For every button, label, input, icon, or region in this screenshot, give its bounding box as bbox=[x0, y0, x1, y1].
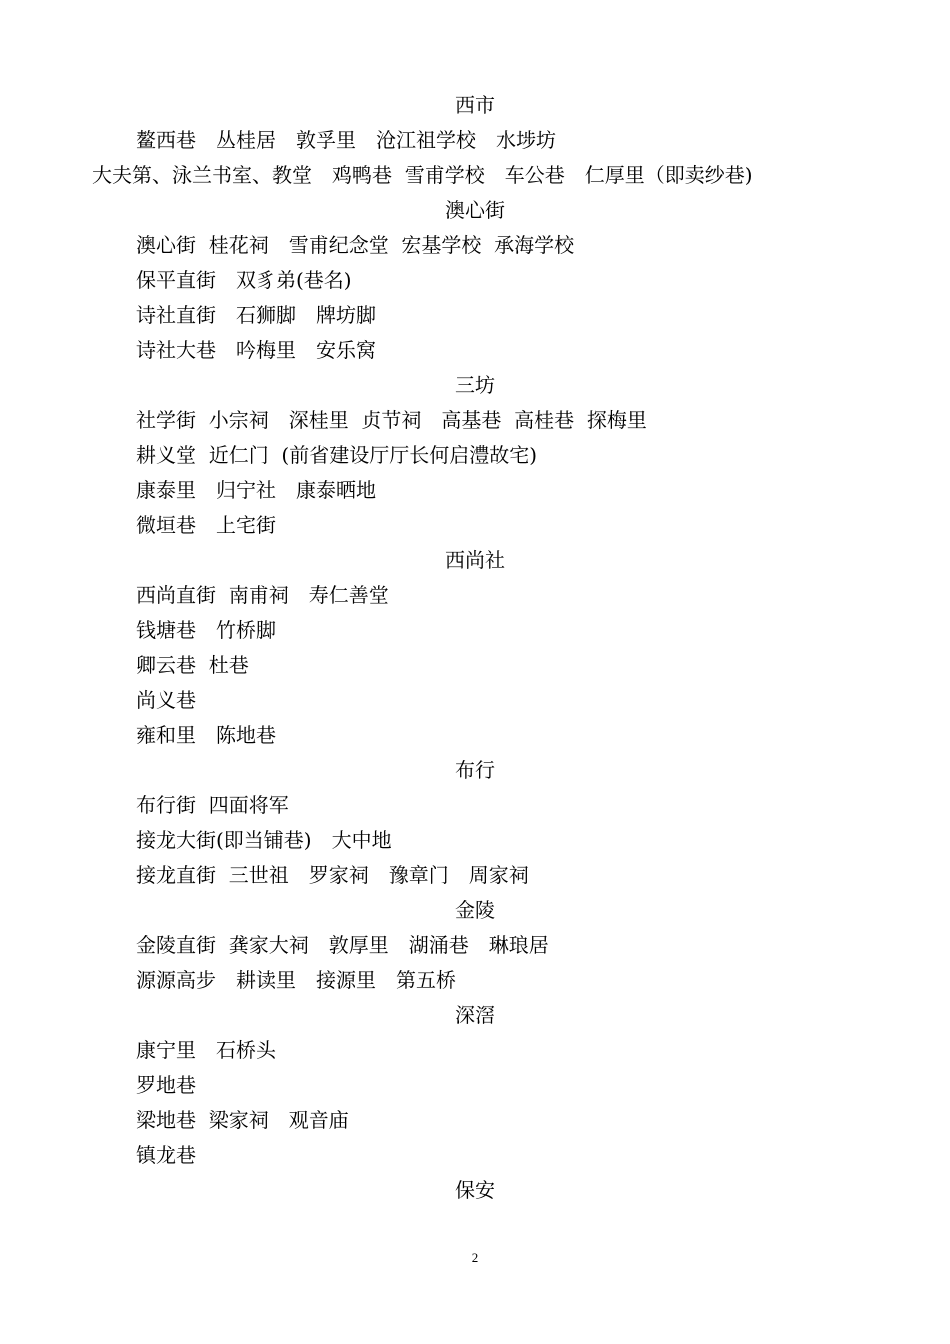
street-list-line: 雍和里 陈地巷 bbox=[136, 723, 276, 747]
section-heading-aoxinjie: 澳心街 bbox=[445, 198, 505, 222]
section-heading-buhang: 布行 bbox=[455, 758, 495, 782]
section-heading-baoan: 保安 bbox=[455, 1178, 495, 1202]
street-list-line: 钱塘巷 竹桥脚 bbox=[136, 618, 276, 642]
street-list-line: 诗社大巷 吟梅里 安乐窝 bbox=[136, 338, 376, 362]
street-list-line: 尚义巷 bbox=[136, 688, 196, 712]
street-list-line: 大夫第、泳兰书室、教堂 鸡鸭巷 雪甫学校 车公巷 仁厚里（即卖纱巷) bbox=[92, 163, 753, 187]
street-list-line: 耕义堂 近仁门 (前省建设厅厅长何启澧故宅) bbox=[136, 443, 538, 467]
street-list-line: 卿云巷 杜巷 bbox=[136, 653, 249, 677]
section-heading-sanfang: 三坊 bbox=[455, 373, 495, 397]
street-list-line: 镇龙巷 bbox=[136, 1143, 196, 1167]
street-list-line: 诗社直街 石狮脚 牌坊脚 bbox=[136, 303, 376, 327]
street-list-line: 澳心街 桂花祠 雪甫纪念堂 宏基学校 承海学校 bbox=[136, 233, 575, 257]
street-list-line: 金陵直街 龚家大祠 敦厚里 湖涌巷 琳琅居 bbox=[136, 933, 549, 957]
street-list-line: 西尚直街 南甫祠 寿仁善堂 bbox=[136, 583, 389, 607]
street-list-line: 康宁里 石桥头 bbox=[136, 1038, 276, 1062]
section-heading-xishangshe: 西尚社 bbox=[445, 548, 505, 572]
section-heading-jinling: 金陵 bbox=[455, 898, 495, 922]
section-heading-shenjiao: 深滘 bbox=[455, 1003, 495, 1027]
street-list-line: 微垣巷 上宅街 bbox=[136, 513, 276, 537]
street-list-line: 布行街 四面将军 bbox=[136, 793, 289, 817]
section-heading-xishi: 西市 bbox=[455, 93, 495, 117]
street-list-line: 社学街 小宗祠 深桂里 贞节祠 高基巷 高桂巷 探梅里 bbox=[136, 408, 647, 432]
street-list-line: 梁地巷 梁家祠 观音庙 bbox=[136, 1108, 349, 1132]
page-number: 2 bbox=[471, 1250, 479, 1265]
document-page bbox=[0, 88, 950, 1208]
street-list-line: 保平直街 双豸弟(巷名) bbox=[136, 268, 352, 292]
street-list-line: 接龙大街(即当铺巷) 大中地 bbox=[136, 828, 392, 852]
street-list-line: 接龙直街 三世祖 罗家祠 豫章门 周家祠 bbox=[136, 863, 529, 887]
street-list-line: 源源高步 耕读里 接源里 第五桥 bbox=[136, 968, 456, 992]
street-list-line: 鳌西巷 丛桂居 敦孚里 沧江祖学校 水埗坊 bbox=[136, 128, 556, 152]
street-list-line: 罗地巷 bbox=[136, 1073, 196, 1097]
street-list-line: 康泰里 归宁社 康泰晒地 bbox=[136, 478, 376, 502]
